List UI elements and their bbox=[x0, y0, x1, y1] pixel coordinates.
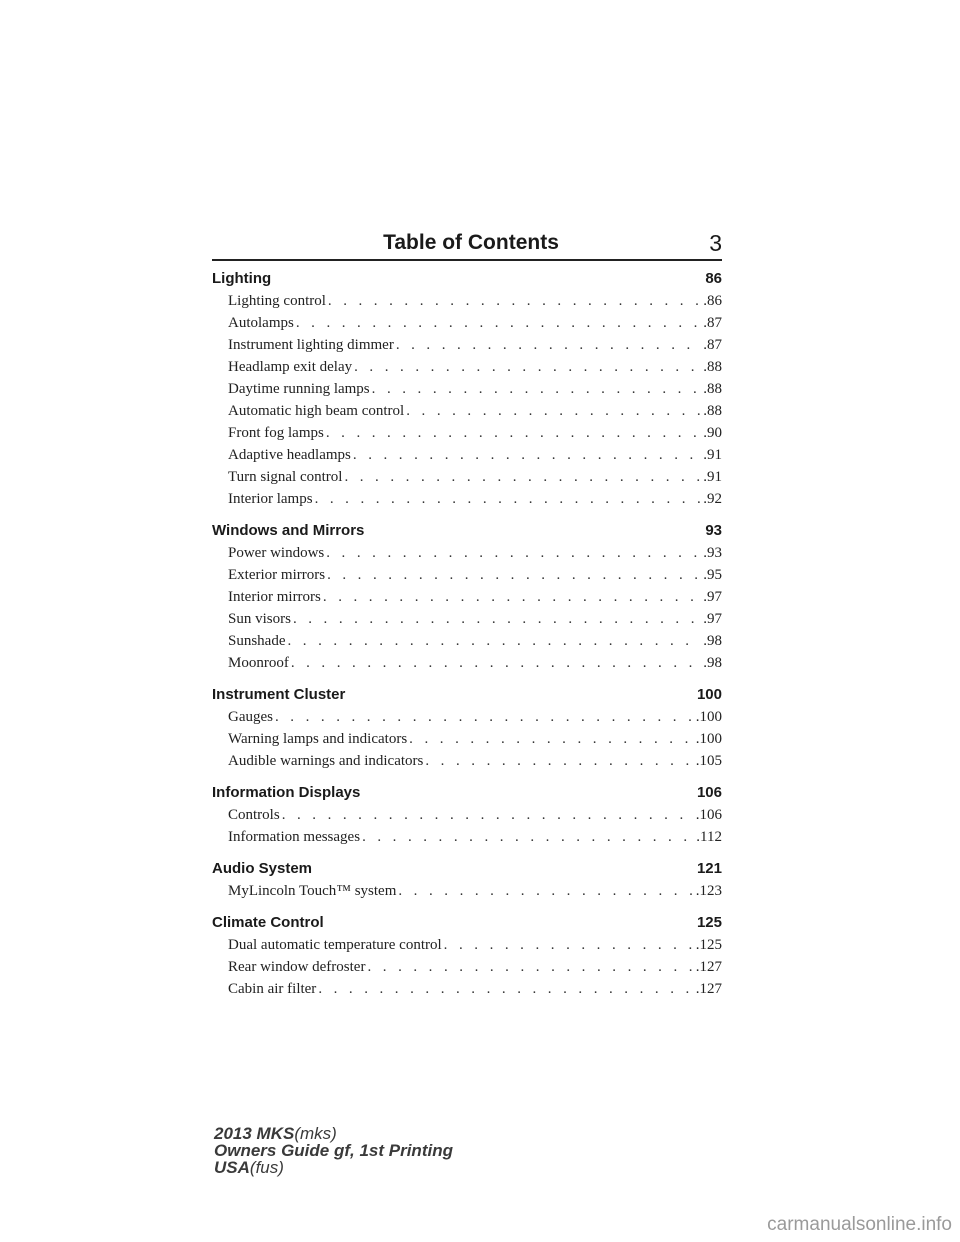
entry-page: .127 bbox=[695, 981, 722, 997]
dot-leader bbox=[293, 608, 701, 630]
section-page: 100 bbox=[696, 686, 722, 703]
dot-leader bbox=[275, 706, 694, 728]
entry-label: Power windows bbox=[228, 545, 325, 561]
entry-page: .88 bbox=[703, 381, 722, 397]
entry-label: Controls bbox=[228, 807, 280, 823]
entry-label: Cabin air filter bbox=[228, 981, 317, 997]
toc-entry[interactable] bbox=[228, 378, 722, 400]
entry-page: .91 bbox=[703, 469, 722, 485]
dot-leader bbox=[367, 956, 693, 978]
toc-entry[interactable] bbox=[228, 728, 722, 750]
dot-leader bbox=[372, 378, 702, 400]
toc-entry[interactable] bbox=[228, 804, 722, 826]
dot-leader bbox=[282, 804, 694, 826]
toc-entry[interactable] bbox=[228, 488, 722, 510]
dot-leader bbox=[326, 542, 701, 564]
toc-entry[interactable] bbox=[228, 312, 722, 334]
entry-page: .93 bbox=[703, 545, 722, 561]
toc-entry[interactable] bbox=[228, 444, 722, 466]
entry-label: Interior mirrors bbox=[228, 589, 321, 605]
toc-entry[interactable] bbox=[228, 422, 722, 444]
entry-page: .97 bbox=[703, 611, 722, 627]
entry-label: Audible warnings and indicators bbox=[228, 753, 424, 769]
toc-section bbox=[212, 520, 722, 674]
toc-section bbox=[212, 268, 722, 510]
toc-entry[interactable] bbox=[228, 826, 722, 848]
dot-leader bbox=[327, 564, 701, 586]
dot-leader bbox=[291, 652, 701, 674]
entry-page: .100 bbox=[695, 731, 722, 747]
dot-leader bbox=[396, 334, 701, 356]
entry-page: .88 bbox=[703, 359, 722, 375]
entry-page: .125 bbox=[695, 937, 722, 953]
entry-label: Daytime running lamps bbox=[228, 381, 370, 397]
entry-label: Warning lamps and indicators bbox=[228, 731, 408, 747]
footer-model-code: (mks) bbox=[294, 1124, 337, 1143]
footer-model: 2013 MKS bbox=[214, 1124, 295, 1143]
section-title: Audio System bbox=[212, 860, 313, 877]
toc-section bbox=[212, 858, 722, 902]
entry-page: .106 bbox=[695, 807, 722, 823]
entry-label: Sun visors bbox=[228, 611, 291, 627]
toc-section-heading[interactable] bbox=[212, 912, 722, 934]
entry-label: Front fog lamps bbox=[228, 425, 324, 441]
section-title: Climate Control bbox=[212, 914, 324, 931]
dot-leader bbox=[344, 466, 701, 488]
footer-line-region bbox=[214, 1159, 453, 1176]
entry-label: Adaptive headlamps bbox=[228, 447, 351, 463]
section-page: 86 bbox=[705, 270, 722, 287]
entry-page: .92 bbox=[703, 491, 722, 507]
entry-page: .86 bbox=[703, 293, 722, 309]
footer bbox=[214, 1125, 453, 1176]
dot-leader bbox=[315, 488, 702, 510]
dot-leader bbox=[326, 422, 701, 444]
toc-entry[interactable] bbox=[228, 652, 722, 674]
toc-entry[interactable] bbox=[228, 880, 722, 902]
page-title: Table of Contents bbox=[383, 231, 559, 254]
dot-leader bbox=[318, 978, 693, 1000]
entry-page: .98 bbox=[703, 655, 722, 671]
entry-label: Lighting control bbox=[228, 293, 326, 309]
dot-leader bbox=[425, 750, 693, 772]
table-of-contents bbox=[212, 268, 722, 1010]
toc-entry[interactable] bbox=[228, 586, 722, 608]
footer-region-code: (fus) bbox=[249, 1158, 284, 1177]
toc-entry[interactable] bbox=[228, 608, 722, 630]
entry-label: Rear window defroster bbox=[228, 959, 366, 975]
toc-entry[interactable] bbox=[228, 750, 722, 772]
dot-leader bbox=[288, 630, 702, 652]
section-title: Information Displays bbox=[212, 784, 361, 801]
entry-page: .88 bbox=[703, 403, 722, 419]
toc-section-heading[interactable] bbox=[212, 268, 722, 290]
dot-leader bbox=[362, 826, 694, 848]
dot-leader bbox=[444, 934, 694, 956]
toc-section-heading[interactable] bbox=[212, 684, 722, 706]
dot-leader bbox=[354, 356, 701, 378]
toc-entry[interactable] bbox=[228, 934, 722, 956]
dot-leader bbox=[409, 728, 694, 750]
toc-entry[interactable] bbox=[228, 956, 722, 978]
entry-page: .127 bbox=[695, 959, 722, 975]
dot-leader bbox=[406, 400, 701, 422]
entry-label: Instrument lighting dimmer bbox=[228, 337, 394, 353]
footer-printing: Owners Guide gf, 1st Printing bbox=[214, 1141, 453, 1160]
entry-page: .91 bbox=[703, 447, 722, 463]
toc-section bbox=[212, 912, 722, 1000]
toc-entry[interactable] bbox=[228, 334, 722, 356]
entry-page: .98 bbox=[703, 633, 722, 649]
entry-label: Moonroof bbox=[228, 655, 289, 671]
entry-page: .105 bbox=[695, 753, 722, 769]
section-page: 93 bbox=[705, 522, 722, 539]
dot-leader bbox=[328, 290, 701, 312]
entry-page: .97 bbox=[703, 589, 722, 605]
entry-label: Automatic high beam control bbox=[228, 403, 405, 419]
section-title: Lighting bbox=[212, 270, 272, 287]
entry-label: Sunshade bbox=[228, 633, 286, 649]
entry-label: Autolamps bbox=[228, 315, 294, 331]
toc-entry[interactable] bbox=[228, 400, 722, 422]
page-number: 3 bbox=[709, 230, 722, 256]
toc-entry[interactable] bbox=[228, 978, 722, 1000]
entry-label: Interior lamps bbox=[228, 491, 313, 507]
toc-entry[interactable] bbox=[228, 630, 722, 652]
entry-page: .87 bbox=[703, 315, 722, 331]
section-title: Windows and Mirrors bbox=[212, 522, 365, 539]
footer-line-printing bbox=[214, 1142, 453, 1159]
dot-leader bbox=[353, 444, 701, 466]
entry-page: .87 bbox=[703, 337, 722, 353]
entry-page: .100 bbox=[695, 709, 722, 725]
entry-page: .95 bbox=[703, 567, 722, 583]
entry-label: Exterior mirrors bbox=[228, 567, 326, 583]
toc-section-heading[interactable] bbox=[212, 858, 722, 880]
section-page: 106 bbox=[696, 784, 722, 801]
page-header bbox=[212, 229, 722, 261]
entry-label: Headlamp exit delay bbox=[228, 359, 353, 375]
entry-label: MyLincoln Touch™ system bbox=[228, 883, 397, 899]
toc-entry[interactable] bbox=[228, 564, 722, 586]
toc-entry[interactable] bbox=[228, 542, 722, 564]
section-title: Instrument Cluster bbox=[212, 686, 346, 703]
entry-label: Turn signal control bbox=[228, 469, 343, 485]
toc-entry[interactable] bbox=[228, 356, 722, 378]
entry-page: .90 bbox=[703, 425, 722, 441]
entry-page: .112 bbox=[696, 829, 722, 845]
dot-leader bbox=[296, 312, 701, 334]
entry-label: Gauges bbox=[228, 709, 273, 725]
footer-region: USA bbox=[214, 1158, 250, 1177]
watermark[interactable]: carmanualsonline.info bbox=[767, 1214, 952, 1235]
toc-entry[interactable] bbox=[228, 466, 722, 488]
toc-entry[interactable] bbox=[228, 706, 722, 728]
toc-section bbox=[212, 782, 722, 848]
toc-section-heading[interactable] bbox=[212, 782, 722, 804]
dot-leader bbox=[323, 586, 701, 608]
entry-label: Dual automatic temperature control bbox=[228, 937, 442, 953]
toc-section-heading[interactable] bbox=[212, 520, 722, 542]
entry-page: .123 bbox=[695, 883, 722, 899]
dot-leader bbox=[398, 880, 693, 902]
entry-label: Information messages bbox=[228, 829, 361, 845]
footer-line-model bbox=[214, 1125, 453, 1142]
toc-section bbox=[212, 684, 722, 772]
section-page: 125 bbox=[696, 914, 722, 931]
section-page: 121 bbox=[696, 860, 722, 877]
toc-entry[interactable] bbox=[228, 290, 722, 312]
